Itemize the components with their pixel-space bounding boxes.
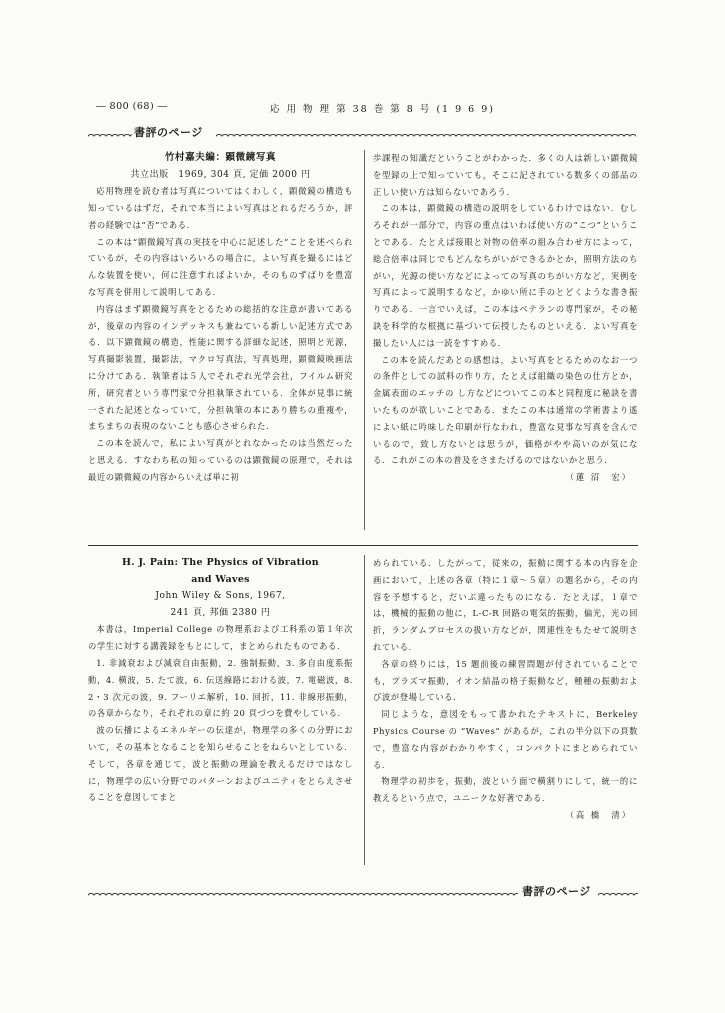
review2-paragraph: 各章の終りには，15 題前後の練習問題が付されていることでも，プラズマ振動，イオン結晶の格子振動など，種種の振動および波が登場している． <box>373 658 638 703</box>
journal-citation: 応 用 物 理 第 38 巻 第 8 号 (1 9 6 9) <box>270 104 495 115</box>
review2-paragraph: 同じような，意図をもって書かれたテキストに，Berkeley Physics Course の “Waves” があるが，これの半分以下の頁数で，豊富な内容がわかりやすく，コンパクトにまとめられている． <box>373 709 638 770</box>
wavy-rule-bottom <box>88 888 518 896</box>
running-head <box>0 101 725 117</box>
review2-publisher: John Wiley & Sons, 1967, <box>155 591 286 602</box>
review1-right-column <box>373 150 638 486</box>
review1-paragraph-continued: 歩課程の知識だということがわかった．多くの人は新しい顕微鏡を型録の上で知っていても，そこに記されている数多くの部品の正しい使い方は知らないであろう． <box>373 153 638 197</box>
column-divider-bottom <box>364 555 365 865</box>
wavy-rule-top-left <box>88 129 132 137</box>
review2-paragraph-continued: められている．したがって，従来の，振動に関する本の内容を企画において，上述の各章（特に１章～５章）の題名から，その内容を予想すると，だいぶ違ったものになる．たとえば，１章では，機械的振動の他に，L-C-R 回路の電気的振動，偏光，光の回折，ランダムプロセスの扱い方などが，関連性をもたせて説明されている． <box>373 558 638 652</box>
review2-book-title: H. J. Pain: The Physics of Vibration <box>121 557 320 568</box>
review1-paragraph: 内容はまず顕微鏡写真をとるための総括的な注意が書いてあるが，後章の内容のインデッキスも兼ねている新しい記述方式である．以下顕微鏡の構造，性能に関する詳細な記述，照明と光源，写真撮影装置，撮影法，マクロ写真法，写真処理，顕微鏡映画法に分けてある．執筆者は５人でそれぞれ光学会社，フイルム研究所，研究者という専門家で分担執筆されている．全体が見事に統一された記述となっていて，分担執筆の本にあり勝ちの重複や，まちまちの表現のないことも感心させられた． <box>88 303 353 432</box>
review2-price: 241 頁, 邦価 2380 円 <box>170 607 271 618</box>
review2-paragraph: 本書は，Imperial College の物理系および工科系の第１年次の学生に対する講義録をもとにして，まとめられたものである． <box>88 624 353 652</box>
review1-book-info <box>88 150 353 183</box>
review1-book-title: 竹村嘉夫編：顕微鏡写真 <box>164 152 277 163</box>
review1-paragraph: この本は“顕微鏡写真の実技を中心に記述した”ことを述べられているが，その内容はいろいろの場合に，よい写真を撮るにはどんな装置を使い，何に注意すればよいか，そのものずばりを豊富な写真を併用して説明してある． <box>88 236 353 297</box>
review2-left-column <box>88 555 353 806</box>
review2-book-info <box>88 555 353 621</box>
review2-book-title-cont: and Waves <box>191 573 250 585</box>
section-title-top: 書評のページ <box>134 126 203 139</box>
review2-paragraph: 物理学の初歩を，振動，波という面で横割りにして，統一的に教えるという点で，ユニークな好著である． <box>373 776 638 804</box>
review2-paragraph: 1. 非減衰および減衰自由振動，2. 強制振動，3. 多自由度系振動，4. 横波，5. たて波，6. 伝送線路における波，7. 電磁波，8. 2・3 次元の波，9. フーリエ解析，10. 回折，11. 非線形振動，の各章からなり，それぞれの章に約 20 頁づつを費やしている． <box>88 657 353 719</box>
review1-paragraph: 応用物理を読む者は写真についてはくわしく，顕微鏡の構造も知っているはずだ，それで本当によい写真はとれるだろうか，評者の経験では“否”である． <box>88 186 353 230</box>
review1-paragraph: この本を読んだあとの感想は，よい写真をとるためのなお一つの条件としての試料の作り方，たとえば組織の染色の仕方とか，金属表面のエッチの し方などについてこの本と同程度に秘訣を書いたものが欲しいことである．またこの本は通常の学術書より遙によい紙に吟味した印刷が行なわれ，豊富な見事な写真を含んでいるので，致し方ないとは思うが，価格がやや高いのが気になる．これがこの本の普及をさまたげるのではないかと思う． <box>373 354 638 466</box>
wavy-rule-top-right <box>216 129 636 137</box>
column-divider-top <box>364 150 365 530</box>
review-separator-rule <box>88 545 638 546</box>
wavy-rule-bottom-end <box>598 888 638 896</box>
review1-paragraph: この本を読んで，私によい写真がとれなかったのは当然だったと思える．すなわち私の知っているのは顕微鏡の原理で，それは最近の顕微鏡の内容からいえば単に初 <box>88 438 353 482</box>
review1-left-column <box>88 150 353 486</box>
review2-reviewer: （高 橋 清） <box>565 809 632 820</box>
review1-publisher: 共立出版 1969, 304 頁, 定価 2000 円 <box>130 169 311 180</box>
review1-paragraph: この本は，顕微鏡の構造の説明をしているわけではない．むしろそれが一部分で，内容の重点はいわば使い方の“こつ”ということである．たとえば接眼と対物の倍率の組み合わせ方によって，総合倍率は同じでもどんなちがいができるかとか，照明方法のちがい，光源の使い方などによっての写真のちがい方など，実例を写真によって説明するなど，かゆい所に手のとどくような書き振りである．一言でいえば，この本はベテランの専門家が，その秘訣を科学的な根拠に基づいて伝授したものといえる．よい写真を撮したい人には一読をすすめる． <box>373 203 638 348</box>
page-number: ― 800 (68) ― <box>96 101 168 112</box>
section-title-bottom: 書評のページ <box>522 885 591 898</box>
review1-reviewer: （蓮 沼 宏） <box>565 472 632 483</box>
review2-paragraph: 波の伝播によるエネルギーの伝達が，物理学の多くの分野において，その基本となることを知らせることをねらいとしている．そして，各章を通じて，波と振動の理論を教えるだけではなしに，物理学の広い分野でのパターンおよびユニティをとらえさせることを意図してまと <box>88 725 353 803</box>
review2-right-column <box>373 555 638 824</box>
